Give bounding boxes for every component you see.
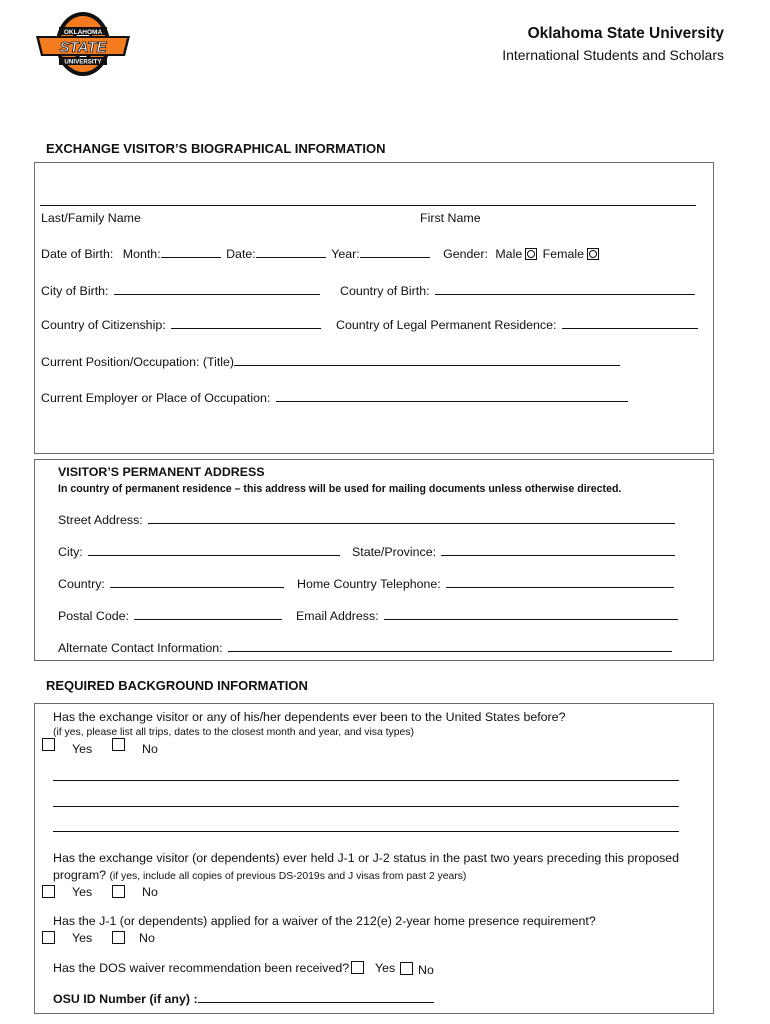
employer-label: Current Employer or Place of Occupation: (41, 391, 271, 405)
q3-yes-label: Yes (72, 931, 93, 945)
q1-text: Has the exchange visitor or any of his/her dependents ever been to the United States before? (53, 710, 566, 724)
position-field[interactable] (234, 355, 620, 366)
legal-residence-field[interactable] (562, 318, 698, 329)
osu-id-row (53, 992, 434, 1006)
month-field[interactable] (161, 247, 221, 258)
q1-yes-label: Yes (72, 742, 93, 756)
q4-no-label: No (418, 963, 434, 977)
trips-line-3[interactable] (53, 831, 679, 832)
phone-row (297, 577, 674, 591)
osu-logo-graphic (33, 10, 133, 78)
phone-field[interactable] (446, 577, 674, 588)
alternate-row (58, 641, 672, 655)
osu-logo (33, 10, 133, 78)
logo-top-text: OKLAHOMA (63, 29, 103, 36)
year-field[interactable] (360, 247, 430, 258)
logo-bottom-text: UNIVERSITY (64, 58, 102, 66)
dob-row (41, 247, 599, 261)
street-field[interactable] (148, 513, 675, 524)
q2-text-line2 (53, 868, 466, 882)
legal-residence-row (336, 318, 698, 332)
male-label: Male (495, 247, 523, 261)
year-label: Year: (331, 247, 360, 261)
employer-row (41, 391, 628, 405)
q1-no-label: No (142, 742, 158, 756)
q2-no-checkbox[interactable] (112, 885, 125, 898)
trips-line-1[interactable] (53, 780, 679, 781)
first-name-label: First Name (420, 211, 481, 225)
phone-label: Home Country Telephone: (297, 577, 441, 591)
country-birth-label: Country of Birth: (340, 284, 430, 298)
q3-no-label: No (139, 931, 155, 945)
female-label: Female (542, 247, 584, 261)
q1-note: (if yes, please list all trips, dates to the closest month and year, and visa types) (53, 727, 414, 738)
citizenship-label: Country of Citizenship: (41, 318, 166, 332)
country-birth-field[interactable] (435, 284, 695, 295)
osu-id-field[interactable] (198, 992, 434, 1003)
city-field[interactable] (88, 545, 340, 556)
country-birth-row (340, 284, 695, 298)
department-name: International Students and Scholars (502, 47, 724, 63)
postal-field[interactable] (134, 609, 282, 620)
country-label: Country: (58, 577, 105, 591)
position-row (41, 355, 620, 369)
q2-yes-checkbox[interactable] (42, 885, 55, 898)
street-label: Street Address: (58, 513, 143, 527)
country-field[interactable] (110, 577, 284, 588)
female-radio[interactable] (587, 248, 599, 260)
logo-main-text: STATE (59, 39, 107, 56)
q3-yes-checkbox[interactable] (42, 931, 55, 944)
background-section-title: REQUIRED BACKGROUND INFORMATION (46, 678, 308, 693)
q4-no-checkbox[interactable] (400, 962, 413, 975)
trips-line-2[interactable] (53, 806, 679, 807)
date-label: Date: (226, 247, 256, 261)
q4-text: Has the DOS waiver recommendation been received? (53, 961, 350, 975)
postal-row (58, 609, 282, 623)
city-label: City: (58, 545, 83, 559)
q4-yes-label: Yes (375, 961, 396, 975)
q2-note: (if yes, include all copies of previous DS-2019s and J visas from past 2 years) (109, 871, 467, 882)
address-note: In country of permanent residence – this address will be used for mailing documents unless otherwise directed. (58, 483, 622, 495)
name-field-line[interactable] (40, 205, 696, 206)
q2-yes-label: Yes (72, 885, 93, 899)
university-name: Oklahoma State University (527, 25, 724, 42)
address-section-title: VISITOR’S PERMANENT ADDRESS (58, 465, 265, 479)
q1-yes-checkbox[interactable] (42, 738, 55, 751)
month-label: Month: (122, 247, 161, 261)
country-row (58, 577, 284, 591)
email-row (296, 609, 678, 623)
last-name-label: Last/Family Name (41, 211, 141, 225)
q4-yes-checkbox[interactable] (351, 961, 364, 974)
osu-id-label: OSU ID Number (if any) : (53, 992, 198, 1006)
date-field[interactable] (256, 247, 326, 258)
state-field[interactable] (441, 545, 675, 556)
q2-program-text: program? (53, 868, 107, 882)
postal-label: Postal Code: (58, 609, 129, 623)
city-birth-label: City of Birth: (41, 284, 109, 298)
email-field[interactable] (384, 609, 678, 620)
citizenship-row (41, 318, 321, 332)
street-row (58, 513, 675, 527)
q2-no-label: No (142, 885, 158, 899)
citizenship-field[interactable] (171, 318, 321, 329)
email-label: Email Address: (296, 609, 379, 623)
q3-no-checkbox[interactable] (112, 931, 125, 944)
male-radio[interactable] (525, 248, 537, 260)
position-label: Current Position/Occupation: (Title) (41, 355, 235, 369)
q3-text: Has the J-1 (or dependents) applied for a waiver of the 212(e) 2-year home presence requirement? (53, 914, 596, 928)
bio-section-title: EXCHANGE VISITOR’S BIOGRAPHICAL INFORMATION (46, 141, 386, 156)
state-row (352, 545, 675, 559)
legal-residence-label: Country of Legal Permanent Residence: (336, 318, 557, 332)
alternate-label: Alternate Contact Information: (58, 641, 223, 655)
state-label: State/Province: (352, 545, 437, 559)
dob-label: Date of Birth: (41, 247, 114, 261)
q1-no-checkbox[interactable] (112, 738, 125, 751)
city-birth-row (41, 284, 320, 298)
city-birth-field[interactable] (114, 284, 320, 295)
gender-label: Gender: (443, 247, 488, 261)
employer-field[interactable] (276, 391, 628, 402)
city-row (58, 545, 340, 559)
alternate-field[interactable] (228, 641, 672, 652)
q2-text-line1: Has the exchange visitor (or dependents) ever held J-1 or J-2 status in the past two years preceding this proposed (53, 851, 680, 865)
